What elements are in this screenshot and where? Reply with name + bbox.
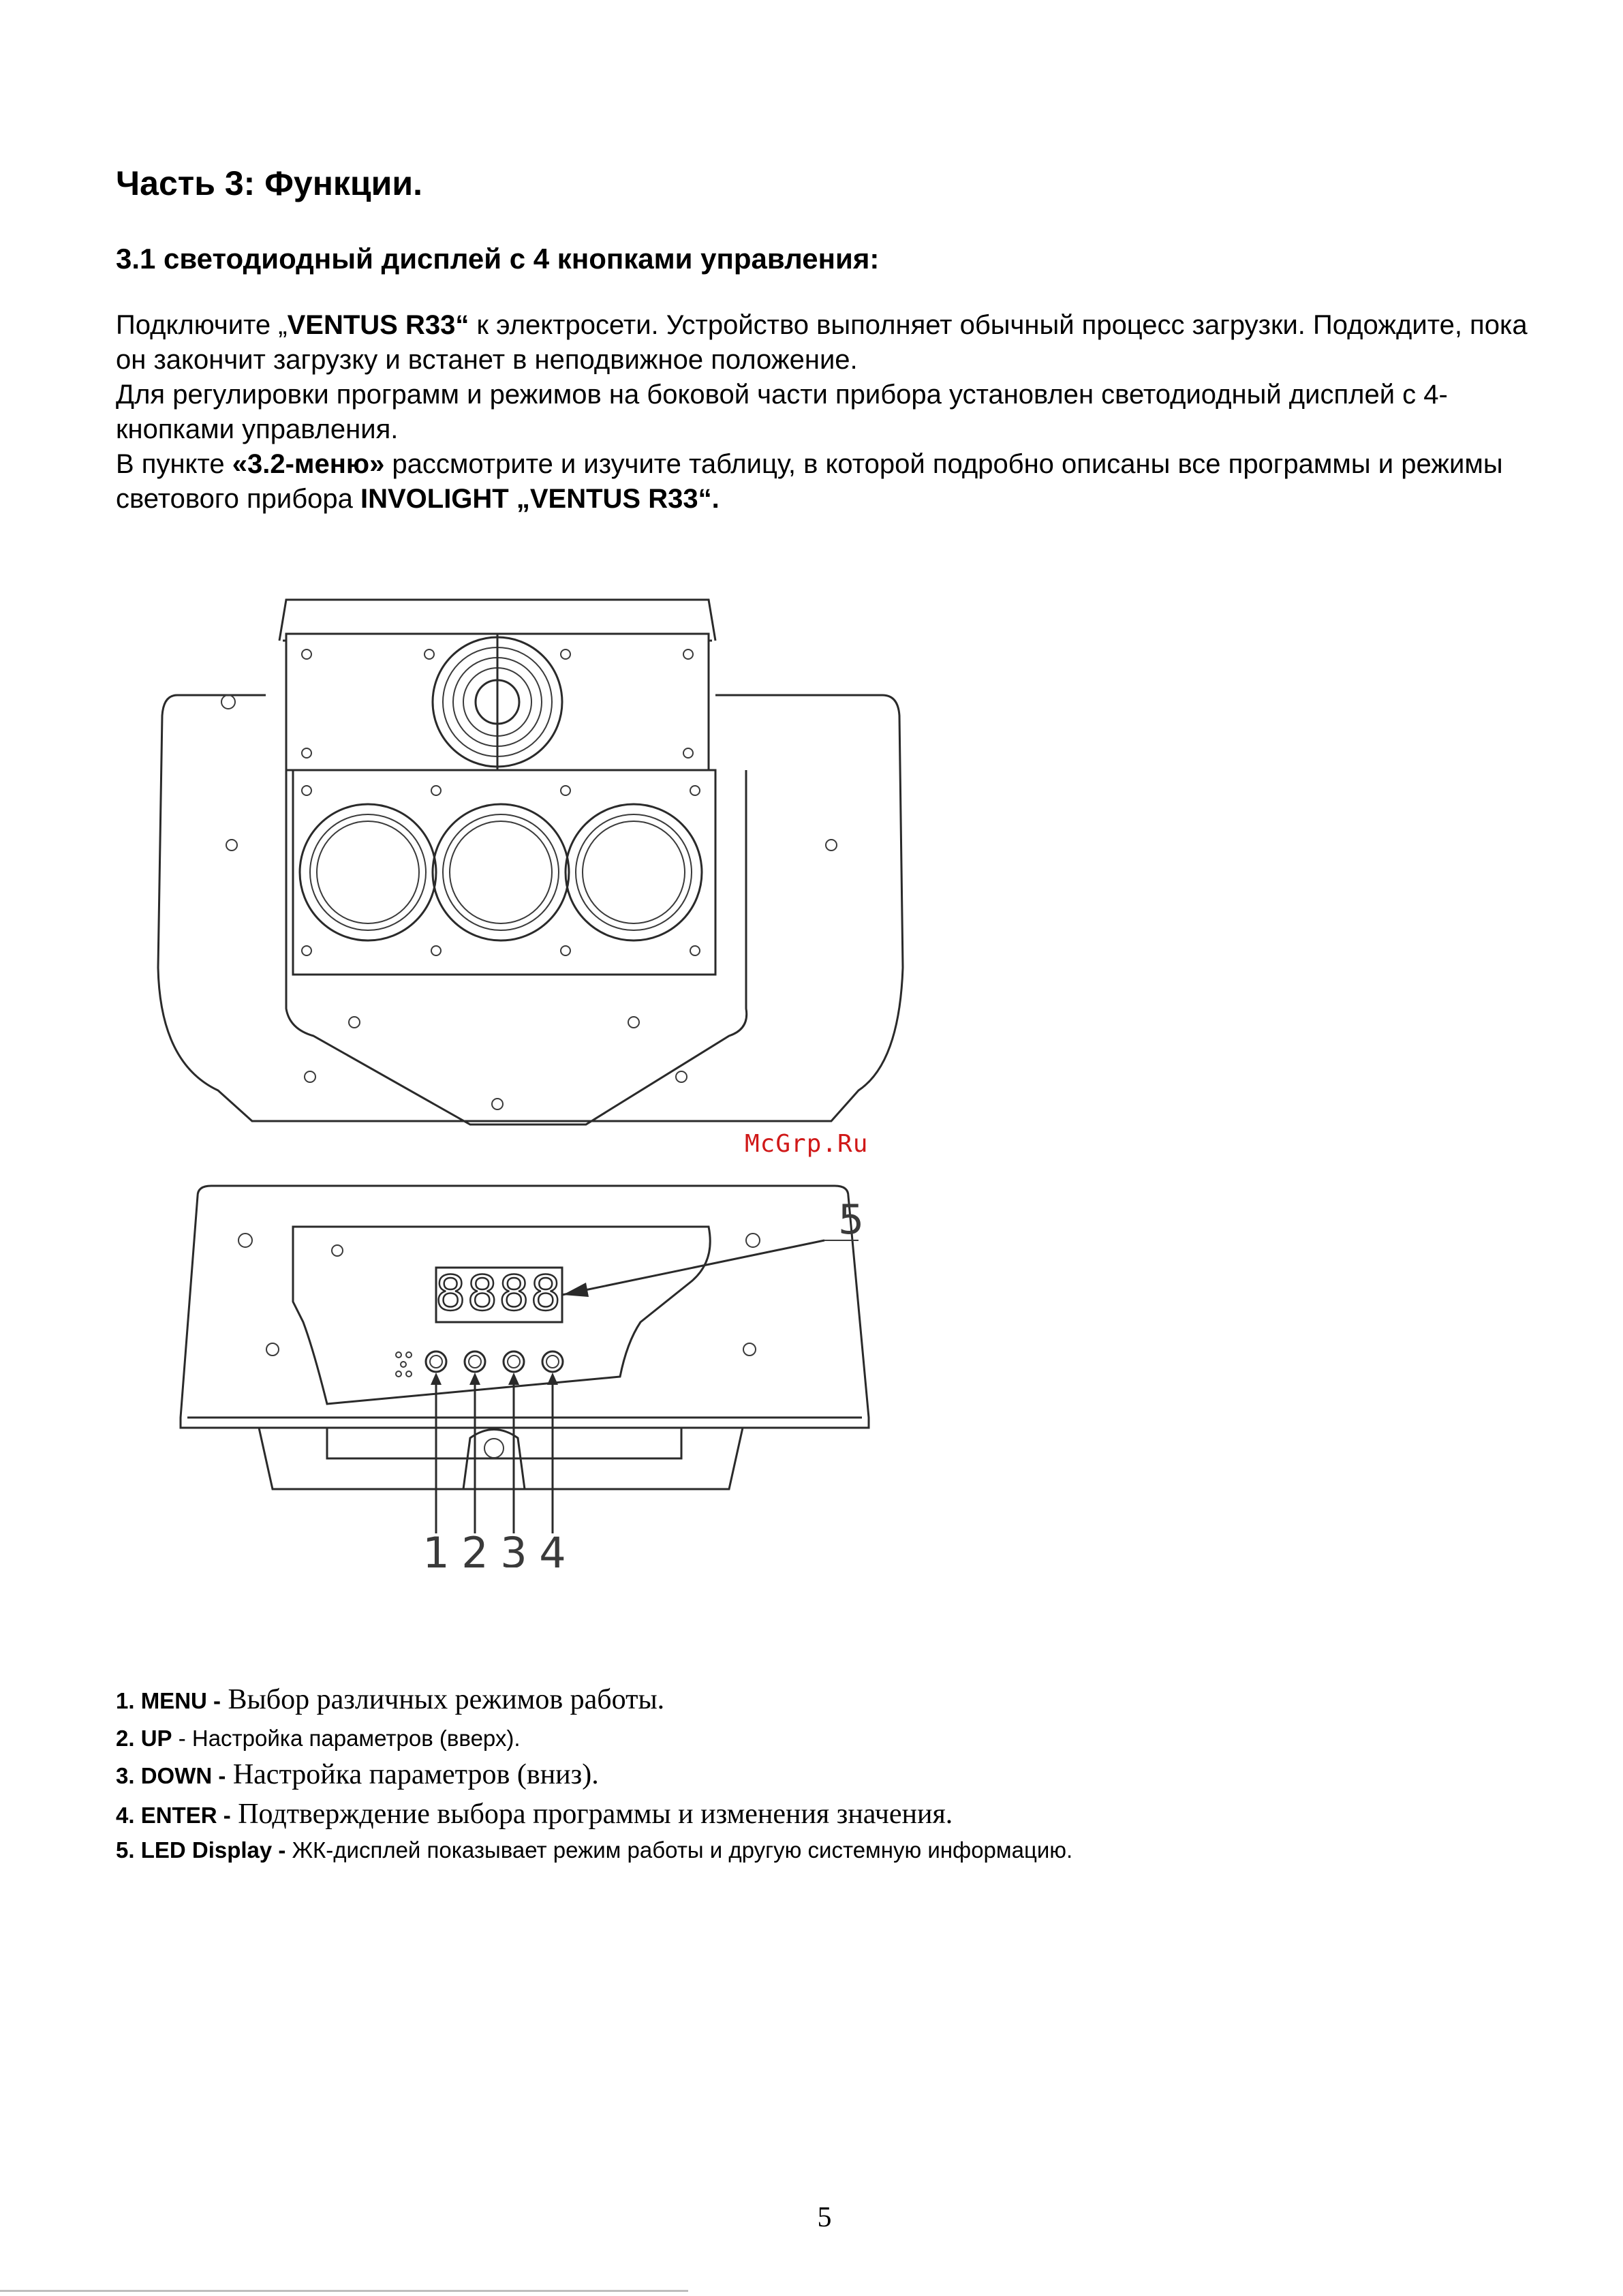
callout-label-1: 1 — [422, 1528, 450, 1567]
intro-paragraph-2: Для регулировки программ и режимов на боковой части прибора установлен светодиодный дисплей с 4-кнопками управления. — [116, 380, 1448, 444]
watermark: McGrp.Ru — [745, 1130, 869, 1158]
callout-label-3: 3 — [500, 1528, 527, 1567]
intro-text — [116, 308, 1533, 517]
legend-item-led-display: 5. LED Display - ЖК-дисплей показывает режим работы и другую системную информацию. — [116, 1837, 1073, 1863]
page-number: 5 — [817, 2202, 832, 2233]
legend-item-up: 2. UP - Настройка параметров (вверх). — [116, 1726, 521, 1751]
intro-paragraph-1: Подключите „VENTUS R33“ к электросети. Устройство выполняет обычный процесс загрузки. Подождите, пока он закончит загрузку и встанет в неподвижное положение. — [116, 310, 1528, 375]
legend-item-down: 3. DOWN - Настройка параметров (вниз). — [116, 1759, 599, 1790]
callout-label-4: 4 — [539, 1528, 566, 1567]
section-title: 3.1 светодиодный дисплей с 4 кнопками управления: — [116, 243, 880, 275]
legend-item-menu: 1. MENU - Выбор различных режимов работы. — [116, 1684, 665, 1715]
intro-paragraph-3: В пункте «3.2-меню» рассмотрите и изучите таблицу, в которой подробно описаны все программы и режимы светового прибора INVOLIGHT „VENTUS R33“. — [116, 449, 1503, 514]
lens-panel — [293, 770, 715, 975]
callout-label-5: 5 — [838, 1196, 865, 1244]
footer-rule — [0, 2290, 688, 2292]
legend-item-enter: 4. ENTER - Подтверждение выбора программы и изменения значения. — [116, 1798, 953, 1830]
led-display-digits: 8888 — [435, 1266, 563, 1321]
page-heading: Часть 3: Функции. — [116, 164, 423, 202]
moving-head-diagram — [150, 586, 913, 1567]
callout-label-2: 2 — [461, 1528, 489, 1567]
